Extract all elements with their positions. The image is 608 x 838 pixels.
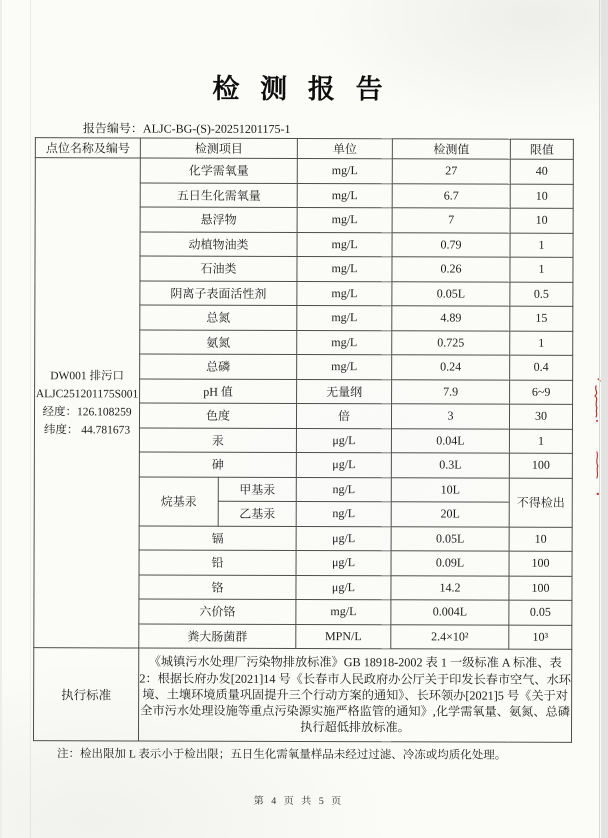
limit-value: 30 (509, 404, 572, 429)
measured-value: 0.09L (391, 551, 509, 576)
report-number-label: 报告编号： (82, 121, 143, 136)
unit: mg/L (297, 256, 392, 281)
unit: mg/L (297, 281, 392, 306)
test-item: 石油类 (140, 256, 297, 281)
limit-value: 1 (509, 429, 572, 454)
test-item: 色度 (139, 403, 296, 428)
test-item: 铅 (139, 550, 296, 575)
unit: mg/L (297, 232, 392, 257)
scan-edge-left (0, 0, 2, 838)
standard-label: 执行标准 (33, 648, 138, 741)
unit: mg/L (297, 330, 392, 355)
test-item: 砷 (139, 452, 296, 477)
measured-value: 4.89 (392, 306, 510, 331)
measured-value: 6.7 (392, 183, 510, 208)
limit-value: 1 (510, 257, 573, 282)
header-item: 检测项目 (140, 138, 297, 158)
limit-value: 0.05 (509, 600, 572, 625)
test-item: 氨氮 (140, 329, 297, 354)
test-item: 铬 (139, 574, 296, 599)
header-point: 点位名称及编号 (35, 138, 140, 158)
test-item: pH 值 (140, 378, 297, 403)
point-longitude: 经度：126.108259 (42, 405, 132, 418)
header-unit: 单位 (297, 138, 392, 158)
point-latitude: 纬度： 44.781673 (43, 423, 131, 436)
unit: μg/L (296, 428, 391, 453)
measured-value: 0.725 (392, 330, 510, 355)
limit-value: 100 (509, 453, 572, 478)
limit-value: 6~9 (510, 380, 573, 405)
limit-value: 0.5 (510, 282, 573, 307)
unit: 无量纲 (297, 379, 392, 404)
standard-row (33, 648, 571, 743)
table-header-row (35, 138, 573, 160)
test-sub-item: 甲基汞 (218, 477, 296, 502)
unit: mg/L (297, 354, 392, 379)
limit-value: 1 (510, 331, 573, 356)
measured-value: 10L (391, 477, 509, 502)
point-code: ALJC251201175S001 (35, 387, 139, 400)
test-item: 镉 (139, 525, 296, 550)
limit-value: 15 (510, 306, 573, 331)
limit-value: 100 (509, 576, 572, 601)
limit-value: 10 (510, 208, 573, 233)
test-item: 汞 (139, 427, 296, 452)
page-number: 第 4 页 共 5 页 (253, 795, 344, 808)
test-item: 动植物油类 (140, 231, 297, 256)
unit: μg/L (296, 575, 391, 600)
limit-value: 10 (510, 184, 573, 209)
point-name: DW001 排污口 (50, 369, 125, 382)
report-number-line (83, 119, 291, 137)
test-item: 阴离子表面活性剂 (140, 280, 297, 305)
measured-value: 0.05L (391, 526, 509, 551)
unit: ng/L (296, 477, 391, 502)
test-item: 悬浮物 (140, 207, 297, 232)
header-value: 检测值 (392, 139, 510, 159)
measured-value: 27 (392, 159, 510, 184)
measured-value: 0.79 (392, 232, 510, 257)
scan-edge-right (601, 0, 608, 838)
unit: mg/L (296, 599, 391, 624)
unit: mg/L (297, 207, 392, 232)
measured-value: 7.9 (392, 379, 510, 404)
unit: mg/L (297, 183, 392, 208)
page-edge-line (599, 0, 600, 838)
limit-value: 100 (509, 551, 572, 576)
header-limit: 限值 (510, 139, 573, 159)
test-item: 五日生化需氧量 (140, 182, 297, 207)
unit: ng/L (296, 501, 391, 526)
report-number-value: ALJC-BG-(S)-20251201175-1 (142, 121, 291, 136)
test-item: 总磷 (140, 354, 297, 379)
test-item: 化学需氧量 (140, 158, 297, 183)
sampling-point-info (34, 158, 141, 648)
test-item: 六价铬 (139, 599, 296, 624)
unit: μg/L (296, 526, 391, 551)
measured-value: 0.04L (391, 428, 509, 453)
measured-value: 0.004L (391, 600, 509, 625)
standard-text: 《城镇污水处理厂污染物排放标准》GB 18918-2002 表 1 一级标准 A 标准、表 2：根据长府办发[2021]14 号《长春市人民政府办公厅关于印发长春市空气、水环境、土壤环境质量巩固提升三个行动方案的通知》、长环领办[2021]5 号《关于对全市污水处理设施等重点污染源实施严格监管的通知》,化学需氧量、氨氮、总磷执行超低排放标准。 (138, 648, 571, 742)
measured-value: 0.3L (391, 453, 509, 478)
limit-value: 1 (510, 233, 573, 258)
test-item: 粪大肠菌群 (139, 623, 296, 648)
table-row (35, 158, 573, 184)
limit-value: 10 (509, 527, 572, 552)
limit-value: 0.4 (510, 355, 573, 380)
page-fold-line (30, 0, 31, 838)
measured-value: 0.05L (392, 281, 510, 306)
test-item: 总氮 (140, 305, 297, 330)
unit: μg/L (296, 550, 391, 575)
unit: mg/L (297, 305, 392, 330)
unit: MPN/L (296, 624, 391, 649)
test-item-group: 烷基汞 (139, 476, 218, 525)
unit: 倍 (296, 403, 391, 428)
measured-value: 3 (391, 404, 509, 429)
footnote: 注：检出限加 L 表示小于检出限；五日生化需氧量样品未经过过滤、冷冻或均质化处理。 (56, 748, 507, 762)
measured-value: 14.2 (391, 575, 509, 600)
results-table (33, 137, 574, 743)
measured-value: 7 (392, 208, 510, 233)
test-sub-item: 乙基汞 (218, 501, 296, 526)
limit-value: 不得检出 (509, 478, 572, 527)
limit-value: 10³ (509, 625, 572, 650)
unit: mg/L (297, 158, 392, 183)
limit-value: 40 (510, 159, 573, 184)
measured-value: 0.26 (392, 257, 510, 282)
measured-value: 2.4×10² (391, 624, 509, 649)
measured-value: 20L (391, 502, 509, 527)
report-title: 检 测 报 告 (212, 73, 390, 105)
measured-value: 0.24 (392, 355, 510, 380)
unit: μg/L (296, 452, 391, 477)
